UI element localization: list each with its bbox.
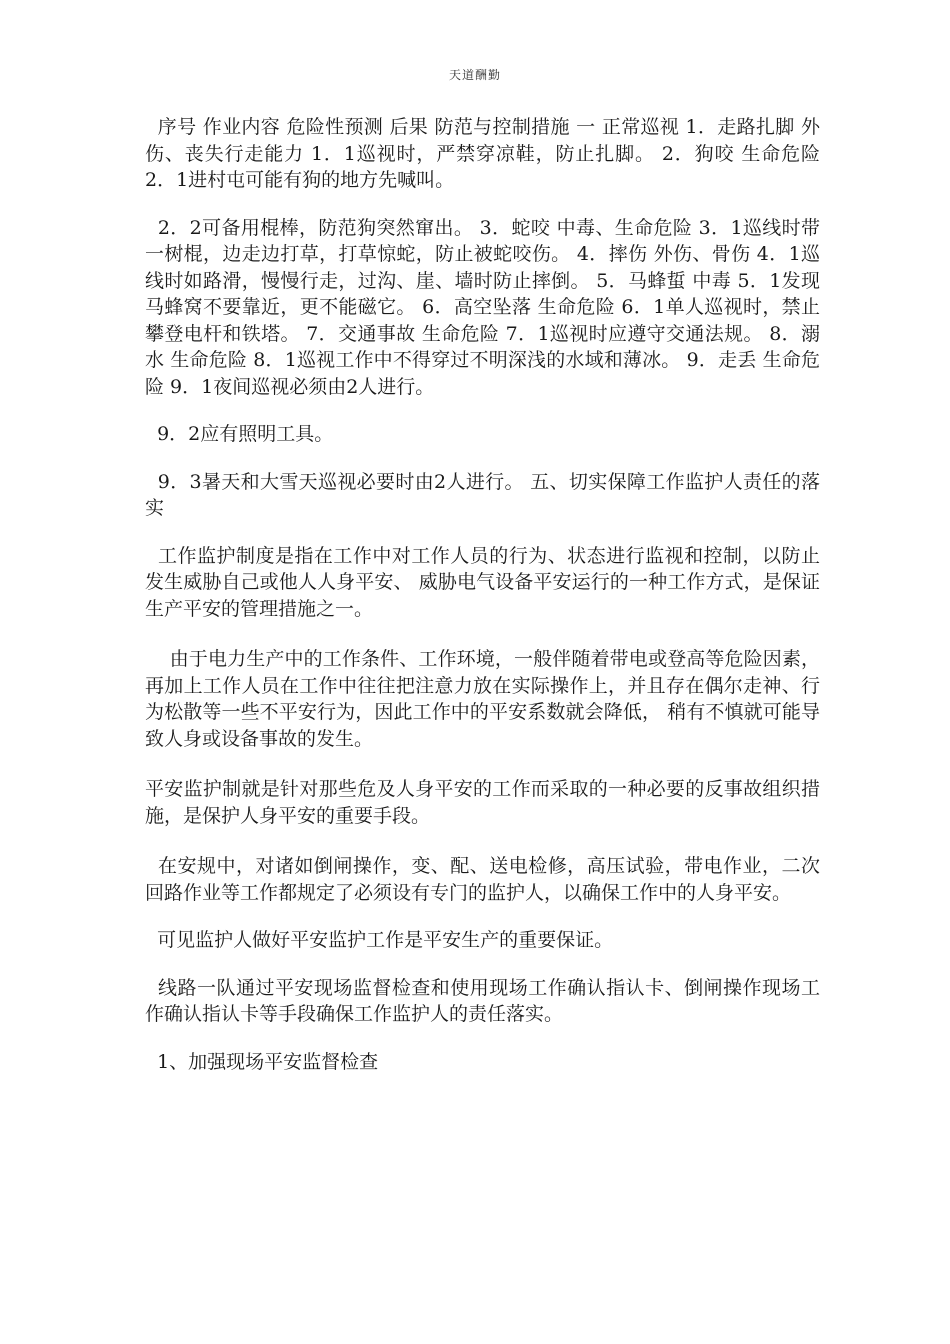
paragraph-regulations: 在安规中，对诸如倒闸操作，变、配、送电检修，高压试验，带电作业，二次回路作业等工作都规定了必须设有专门的监护人，以确保工作中的人身平安。 [145,855,820,904]
paragraph-hazard-table-2: 2．2可备用棍棒，防范狗突然窜出。 3．蛇咬 中毒、生命危险 3．1巡线时带一树棍，边走边打草，打草惊蛇，防止被蛇咬伤。 4．摔伤 外伤、骨伤 4．1巡线时如路滑，慢慢行走，过沟、崖、墙时防止摔倒。 5．马蜂蜇 中毒 5．1发现马蜂窝不要靠近，更不能磁它。 6．高空坠落 生命危险 6．1单人巡视时，禁止攀登电杆和铁塔。 7．交通事故 生命危险 7．1巡视时应遵守交通法规。 8．溺水 生命危险 8．1巡视工作中不得穿过不明深浅的水域和薄冰。 9．走丢 生命危险 9．1夜间巡视必须由2人进行。 [145,216,820,398]
paragraph-lighting-tools: 9．2应有照明工具。 [145,423,334,445]
paragraph-safety-supervision: 平安监护制就是针对那些危及人身平安的工作而采取的一种必要的反事故组织措施，是保护人身平安的重要手段。 [145,778,820,827]
paragraph-subheading-inspection: 1、加强现场平安监督检查 [145,1050,379,1073]
document-body [145,114,827,1075]
page-header: 天道酬勤 [448,68,501,82]
paragraph-line-team: 线路一队通过平安现场监督检查和使用现场工作确认指认卡、倒闸操作现场工作确认指认卡等手段确保工作监护人的责任落实。 [145,976,820,1025]
paragraph-supervision-definition: 工作监护制度是指在工作中对工作人员的行为、状态进行监视和控制，以防止发生威胁自己或他人人身平安、 威胁电气设备平安运行的一种工作方式，是保证生产平安的管理措施之一。 [145,544,820,620]
paragraph-section-five-heading: 9．3暑天和大雪天巡视必要时由2人进行。 五、切实保障工作监护人责任的落实 [145,470,820,519]
paragraph-risk-factors: 由于电力生产中的工作条件、工作环境，一般伴随着带电或登高等危险因素， 再加上工作人员在工作中往往把注意力放在实际操作上，并且存在偶尔走神、行为松散等一些不平安行为，因此工作中的平安系数就会降低， 稍有不慎就可能导致人身或设备事故的发生。 [145,648,827,750]
paragraph-guarantee: 可见监护人做好平安监护工作是平安生产的重要保证。 [145,929,614,951]
paragraph-hazard-table-1: 序号 作业内容 危险性预测 后果 防范与控制措施 一 正常巡视 1．走路扎脚 外伤、丧失行走能力 1．1巡视时，严禁穿凉鞋，防止扎脚。 2．狗咬 生命危险 2．1进村屯可能有狗的地方先喊叫。 [145,116,827,191]
